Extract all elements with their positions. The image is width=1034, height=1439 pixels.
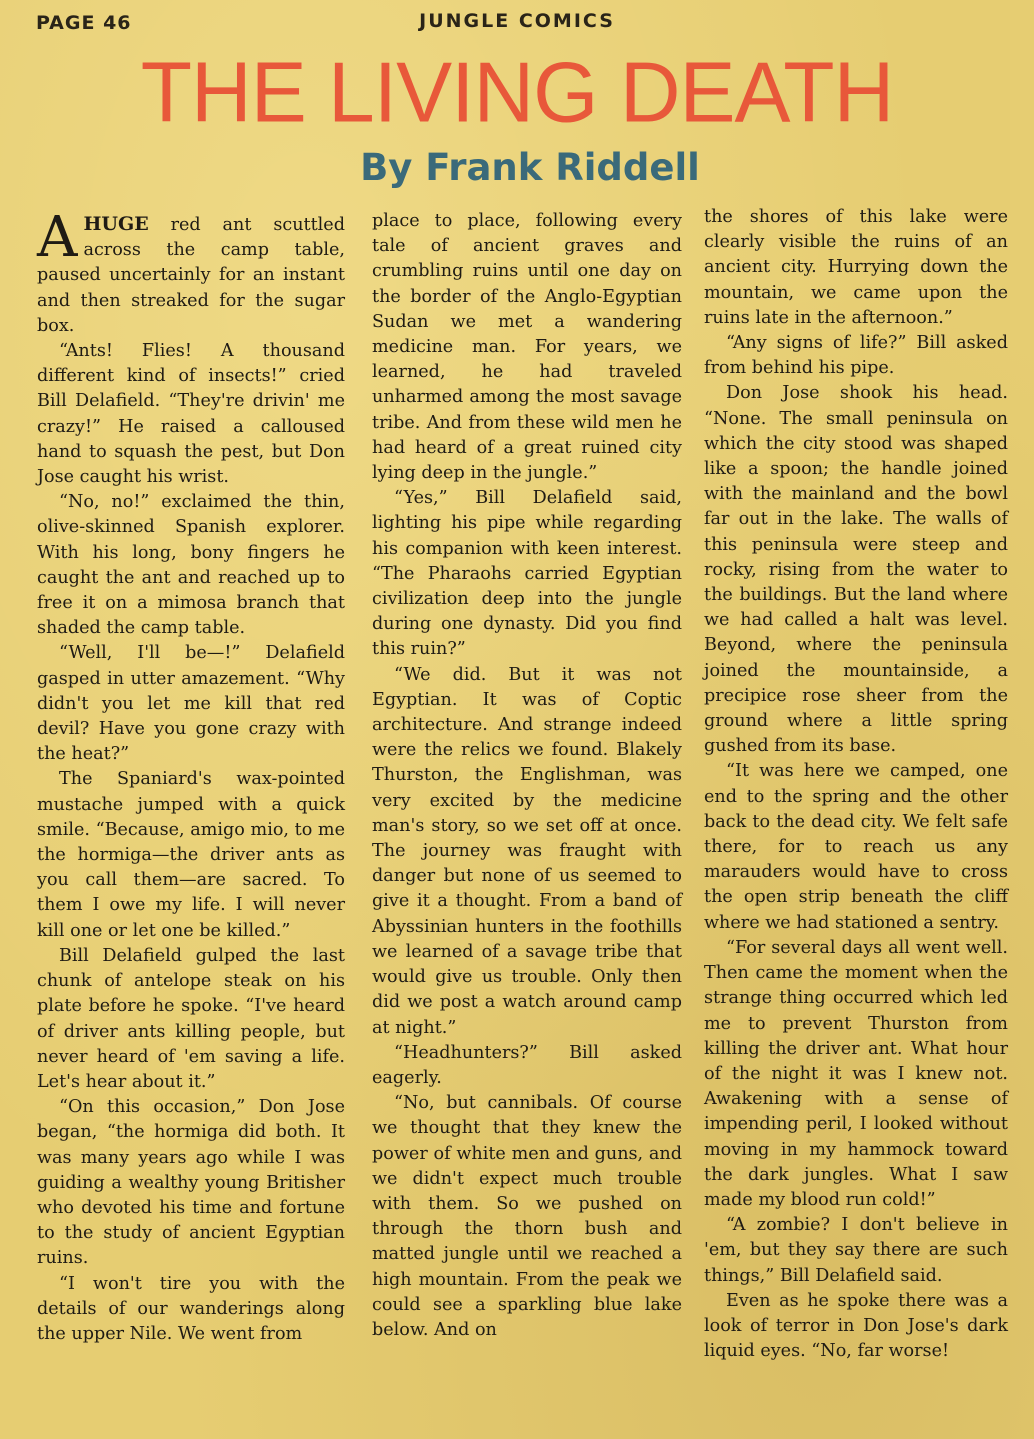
paragraph: Don Jose shook his head. “None. The small peninsula on which the city stood was shaped like a spoon; the handle joined with the mainland and the bowl far out in the lake. The walls of this peninsula were steep and rocky, rising from the water to the buildings. But the land where we had called a halt was level. Beyond, where the peninsula joined the mountainside, a precipice rose sheer from the ground where a little spring gushed from its base.: [704, 383, 1008, 757]
paragraph: “Any signs of life?” Bill asked from behind his pipe.: [704, 333, 1008, 379]
paragraph: “I won't tire you with the details of our wanderings along the upper Nile. We went from: [37, 1273, 345, 1344]
paragraph: Bill Delafield gulped the last chunk of antelope steak on his plate before he spoke. “I've heard of driver ants killing people, but never heard of 'em saving a life. Let's hear about it.”: [37, 945, 345, 1092]
paragraph: “We did. But it was not Egyptian. It was of Coptic architecture. And strange indeed were the relics we found. Blakely Thurston, the Englishman, was very excited by the medicine man's story, so we set off at once. The journey was fraught with danger but none of us seemed to give it a thought. From a band of Abyssinian hunters in the foothills we learned of a savage tribe that would give us trouble. Only then did we post a watch around camp at night.”: [372, 664, 682, 1038]
paragraph: Even as he spoke there was a look of terror in Don Jose's dark liquid eyes. “No, far worse!: [704, 1290, 1008, 1362]
opening-text: red ant scuttled across the camp table, paused uncertainly for an instant and then streaked for the sugar box.: [37, 215, 345, 336]
paragraph: “No, but cannibals. Of course we thought that they knew the power of white men and guns, and we didn't expect much trouble with them. So we pushed on through the thorn bush and matted jungle until we reached a high mountain. From the peak we could see a sparkling blue lake below. And on: [372, 1093, 682, 1340]
paragraph: The Spaniard's wax-pointed mustache jumped with a quick smile. “Because, amigo mio, to me the hormiga—the driver ants as you call them—are sacred. To them I owe my life. I will never kill one or let one be killed.”: [37, 769, 345, 941]
text-column-1: [37, 205, 345, 1347]
story-title: THE LIVING DEATH: [140, 44, 894, 140]
paragraph: “Ants! Flies! A thousand different kind of insects!” cried Bill Delafield. “They're drivin' me crazy!” He raised a calloused hand to squash the pest, but Don Jose caught his wrist.: [37, 341, 345, 488]
opening-paragraph: [37, 205, 345, 339]
drop-cap: A: [37, 205, 78, 270]
paragraph-continued: place to place, following every tale of ancient graves and crumbling ruins until one day on the border of the Anglo-Egyptian Sudan we met a wandering medicine man. For years, we learned, he had traveled unharmed among the most savage tribe. And from these wild men he had heard of a great ruined city lying deep in the jungle.”: [372, 211, 682, 484]
text-column-2: [372, 209, 682, 1343]
paragraph: “Well, I'll be—!” Delafield gasped in utter amazement. “Why didn't you let me kill that red devil? Have you gone crazy with the heat?”: [37, 643, 345, 765]
paragraph: “Yes,” Bill Delafield said, lighting his pipe while regarding his companion with keen interest. “The Pharaohs carried Egyptian civilization deep into the jungle during one dynasty. Did you find this ruin?”: [372, 488, 682, 660]
story-byline: By Frank Riddell: [360, 146, 700, 189]
paragraph: “On this occasion,” Don Jose began, “the hormiga did both. It was many years ago while I was guiding a wealthy young Britisher who devoted his time and fortune to the study of ancient Egyptian ruins.: [37, 1097, 345, 1269]
paragraph: “Headhunters?” Bill asked eagerly.: [372, 1042, 682, 1088]
paragraph: “For several days all went well. Then came the moment when the strange thing occurred which led me to prevent Thurston from killing the driver ant. What hour of the night it was I knew not. Awakening with a sense of impending peril, I looked without moving in my hammock toward the dark jungles. What I saw made my blood run cold!”: [704, 937, 1008, 1210]
opening-caps: HUGE: [83, 213, 149, 235]
paragraph: “No, no!” exclaimed the thin, olive-skinned Spanish explorer. With his long, bony fingers he caught the ant and reached up to free it on a mimosa branch that shaded the camp table.: [37, 492, 345, 639]
magazine-title: JUNGLE COMICS: [419, 10, 615, 32]
paragraph: “It was here we camped, one end to the spring and the other back to the dead city. We felt safe there, for to reach us any marauders would have to cross the open strip beneath the cliff where we had stationed a sentry.: [704, 761, 1008, 933]
page-number: PAGE 46: [36, 12, 132, 34]
paragraph: “A zombie? I don't believe in 'em, but they say there are such things,” Bill Delafield said.: [704, 1215, 1008, 1286]
text-column-3: [704, 205, 1008, 1364]
paragraph-continued: the shores of this lake were clearly visible the ruins of an ancient city. Hurrying down the mountain, we came upon the ruins late in the afternoon.”: [704, 207, 1008, 328]
